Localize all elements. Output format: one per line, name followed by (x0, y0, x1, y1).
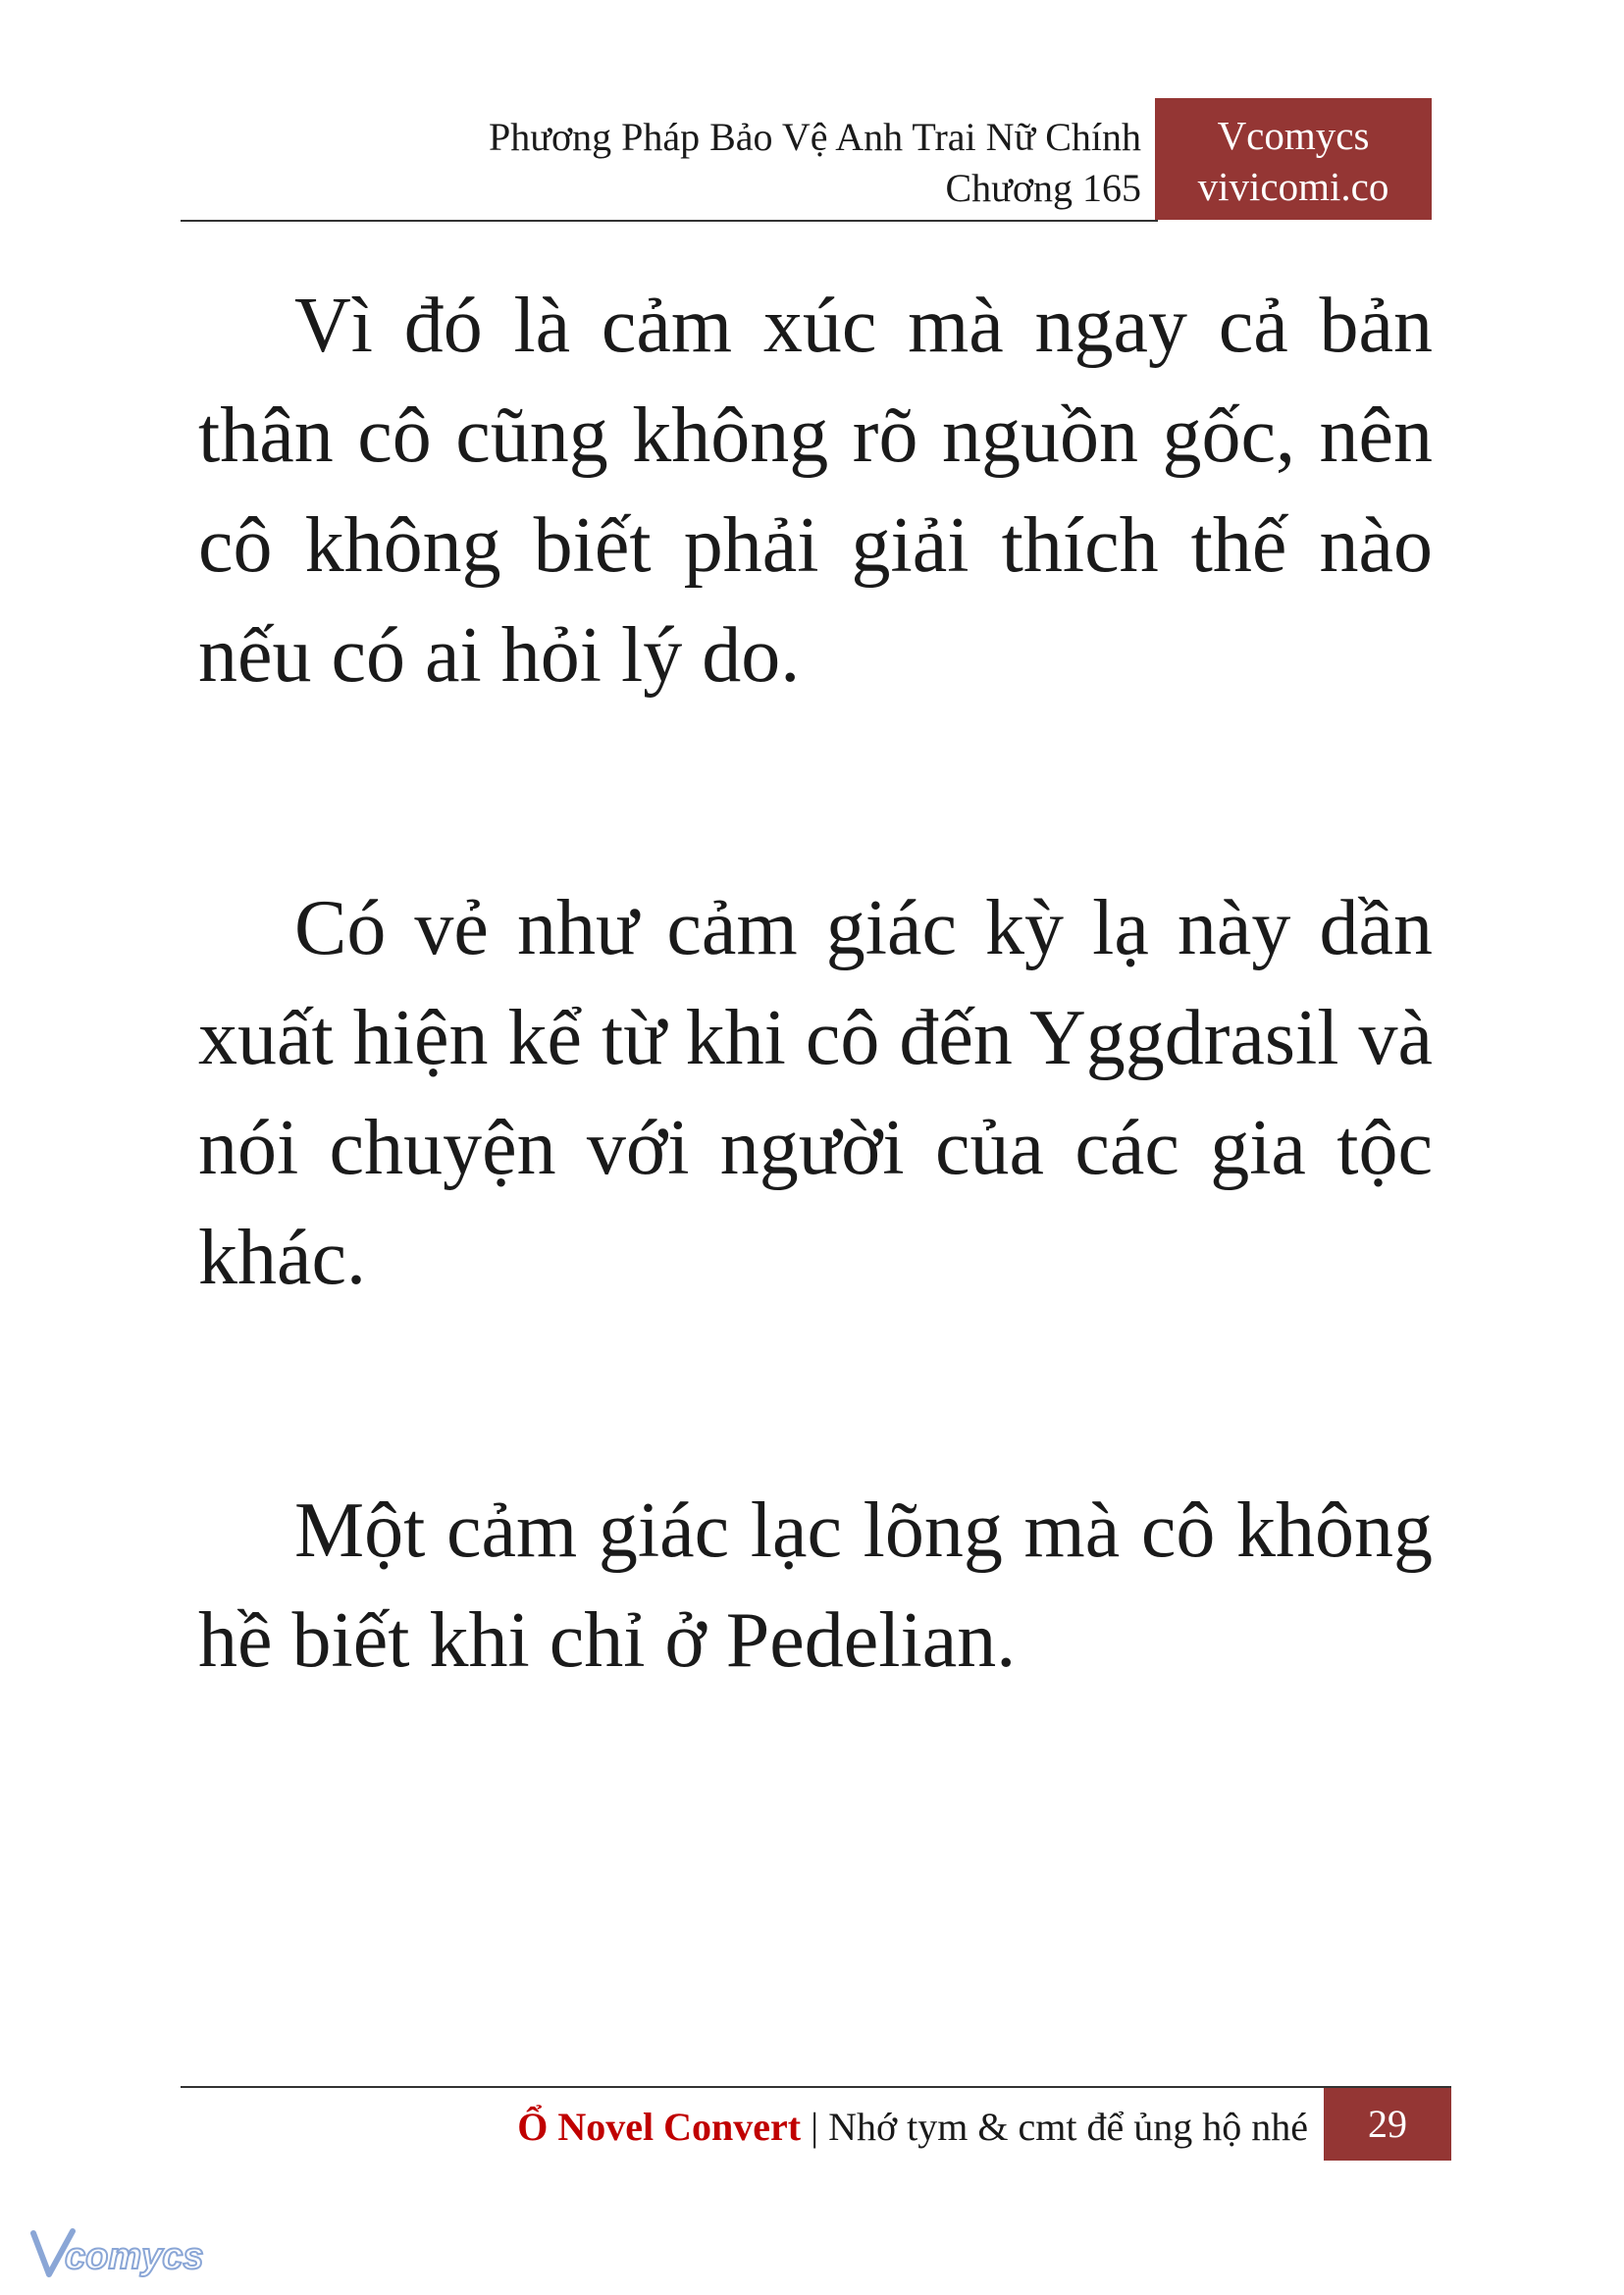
chapter-body (198, 271, 1433, 1695)
page-header (181, 98, 1432, 222)
footer-message: Nhớ tym & cmt để ủng hộ nhé (828, 2105, 1308, 2149)
book-title: Phương Pháp Bảo Vệ Anh Trai Nữ Chính (489, 115, 1141, 159)
paragraph-3: Một cảm giác lạc lõng mà cô không hề biết khi chỉ ở Pedelian. (198, 1487, 1433, 1684)
header-badge (1155, 98, 1432, 220)
vcomycs-logo (27, 2223, 253, 2284)
footer-divider (181, 2086, 1451, 2088)
header-divider (181, 220, 1158, 222)
badge-url: vivicomi.co (1197, 164, 1389, 209)
paragraph-1: Vì đó là cảm xúc mà ngay cả bản thân cô cũng không rõ nguồn gốc, nên cô không biết phải giải thích thế nào nếu có ai hỏi lý do. (198, 283, 1433, 699)
page-number: 29 (1324, 2088, 1451, 2161)
svg-text:comycs: comycs (65, 2236, 204, 2277)
footer-text (517, 2102, 1308, 2153)
footer-separator: | (801, 2105, 829, 2149)
footer-brand: Ổ Novel Convert (517, 2105, 802, 2149)
chapter-label: Chương 165 (945, 166, 1141, 210)
page-footer (181, 2086, 1451, 2163)
header-title-block (489, 112, 1141, 214)
badge-brand: Vcomycs (1217, 113, 1370, 158)
paragraph-2: Có vẻ như cảm giác kỳ lạ này dần xuất hiện kể từ khi cô đến Yggdrasil và nói chuyện với người của các gia tộc khác. (198, 885, 1433, 1301)
